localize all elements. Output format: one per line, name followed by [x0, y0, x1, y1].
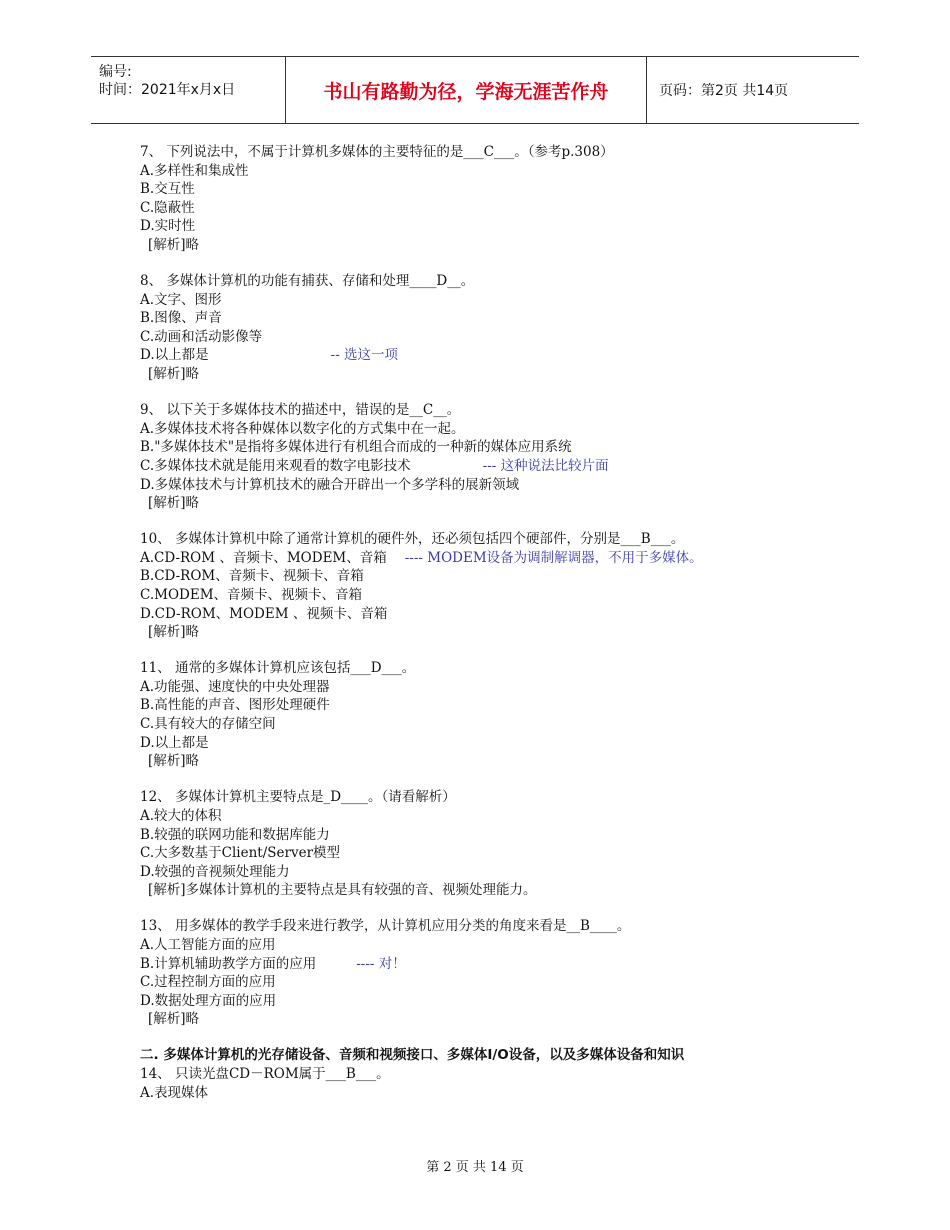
question-stem: 10、 多媒体计算机中除了通常计算机的硬件外，还必须包括四个硬部件，分别是___B___。: [140, 531, 685, 548]
question-option: [140, 936, 830, 955]
question-option: [140, 992, 830, 1011]
section-heading: 二. 多媒体计算机的光存储设备、音频和视频接口、多媒体I/O设备，以及多媒体设备和知识: [140, 1047, 685, 1064]
option-text: D.以上都是: [140, 734, 209, 751]
option-text: D.以上都是: [140, 347, 209, 364]
option-text: C.大多数基于Client/Server模型: [140, 845, 341, 862]
option-text: B.CD-ROM、音频卡、视频卡、音箱: [140, 568, 364, 585]
question-explanation: [解析]略: [148, 753, 200, 770]
question-option: [140, 844, 830, 863]
question-option: [140, 549, 830, 568]
question-option: [140, 567, 830, 586]
question-option: A.表现媒体: [140, 1085, 209, 1102]
option-text: B.高性能的声音、图形处理硬件: [140, 697, 330, 714]
question-stem: 14、 只读光盘CD－ROM属于___B___。: [140, 1066, 390, 1083]
question-list: [140, 143, 830, 1103]
question-stem: 13、 用多媒体的教学手段来进行教学，从计算机应用分类的角度来看是__B____。: [140, 918, 631, 935]
question-block: [140, 917, 830, 1029]
option-annotation: --- 这种说法比较片面: [482, 457, 609, 474]
question-explanation: [解析]略: [148, 495, 200, 512]
question-option: [140, 438, 830, 457]
question-block: [140, 401, 830, 513]
header-page-cell: [647, 57, 859, 123]
option-text: B.较强的联网功能和数据库能力: [140, 826, 330, 843]
option-annotation: ---- 对！: [356, 955, 406, 972]
question-option: [140, 826, 830, 845]
question-option: [140, 180, 830, 199]
question-option: [140, 328, 830, 347]
question-stem: 7、 下列说法中，不属于计算机多媒体的主要特征的是___C___。（参考p.308）: [140, 144, 614, 160]
question-option: [140, 678, 830, 697]
question-option: [140, 420, 830, 439]
question-stem: 12、 多媒体计算机主要特点是_D____。（请看解析）: [140, 789, 456, 806]
question-explanation: [解析]多媒体计算机的主要特点是具有较强的音、视频处理能力。: [148, 882, 537, 899]
option-text: D.数据处理方面的应用: [140, 992, 277, 1009]
question-option: [140, 346, 830, 365]
question-option: [140, 162, 830, 181]
option-text: A.功能强、速度快的中央处理器: [140, 678, 330, 695]
header-left-cell: [91, 57, 286, 123]
page-header: [91, 56, 859, 124]
page-footer: 第 2 页 共 14 页: [426, 1160, 524, 1175]
question-stem: 11、 通常的多媒体计算机应该包括___D___。: [140, 660, 416, 677]
question-stem: 8、 多媒体计算机的功能有捕获、存储和处理____D__。: [140, 273, 475, 290]
option-text: B.计算机辅助教学方面的应用: [140, 955, 317, 972]
question-option: [140, 586, 830, 605]
option-text: C.具有较大的存储空间: [140, 716, 276, 733]
option-text: C.多媒体技术就是能用来观看的数字电影技术: [140, 457, 411, 474]
question-option: [140, 973, 830, 992]
question-stem: 9、 以下关于多媒体技术的描述中，错误的是__C__。: [140, 402, 461, 419]
question-option: [140, 734, 830, 753]
question-option: [140, 309, 830, 328]
option-text: B.交互性: [140, 181, 195, 198]
question-option: [140, 457, 830, 476]
option-text: A.较大的体积: [140, 807, 222, 824]
header-motto-cell: [286, 57, 647, 123]
question-block: [140, 143, 830, 255]
option-text: D.多媒体技术与计算机技术的融合开辟出一个多学科的展新领域: [140, 476, 520, 493]
header-motto: 书山有路勤为径，学海无涯苦作舟: [323, 80, 609, 103]
option-text: C.动画和活动影像等: [140, 328, 263, 345]
option-text: D.CD-ROM、MODEM 、视频卡、音箱: [140, 605, 388, 622]
question-option: [140, 863, 830, 882]
option-annotation: ---- MODEM设备为调制解调器，不用于多媒体。: [404, 549, 703, 566]
document-date-label: 时间：2021年x月x日: [99, 82, 236, 98]
question-explanation: [解析]略: [148, 624, 200, 641]
question-block: [140, 659, 830, 771]
option-text: C.过程控制方面的应用: [140, 974, 276, 991]
option-text: D.较强的音视频处理能力: [140, 863, 290, 880]
question-option: [140, 199, 830, 218]
question-option: [140, 715, 830, 734]
question-option: [140, 291, 830, 310]
question-block: [140, 272, 830, 384]
option-text: A.人工智能方面的应用: [140, 936, 276, 953]
question-explanation: [解析]略: [148, 366, 200, 383]
question-explanation: [解析]略: [148, 1011, 200, 1028]
question-block: [140, 530, 830, 642]
header-page-info: 页码：第2页 共14页: [659, 83, 789, 99]
option-text: A.多媒体技术将各种媒体以数字化的方式集中在一起。: [140, 420, 465, 437]
option-text: C.隐蔽性: [140, 199, 195, 216]
option-text: A.文字、图形: [140, 291, 222, 308]
question-option: [140, 955, 830, 974]
option-text: B.图像、声音: [140, 310, 222, 327]
option-text: A.多样性和集成性: [140, 162, 249, 179]
option-text: B."多媒体技术"是指将多媒体进行有机组合而成的一种新的媒体应用系统: [140, 439, 572, 456]
questions-container: [140, 143, 830, 1029]
question-option: [140, 807, 830, 826]
question-option: [140, 476, 830, 495]
question-option: [140, 605, 830, 624]
option-text: D.实时性: [140, 218, 196, 235]
document-number-label: 编号:: [99, 64, 132, 80]
option-text: C.MODEM、音频卡、视频卡、音箱: [140, 586, 363, 603]
option-annotation: -- 选这一项: [330, 347, 399, 364]
question-block: [140, 788, 830, 900]
question-option: [140, 696, 830, 715]
question-option: [140, 217, 830, 236]
question-explanation: [解析]略: [148, 236, 200, 253]
option-text: A.CD-ROM 、音频卡、MODEM、音箱: [140, 549, 387, 566]
